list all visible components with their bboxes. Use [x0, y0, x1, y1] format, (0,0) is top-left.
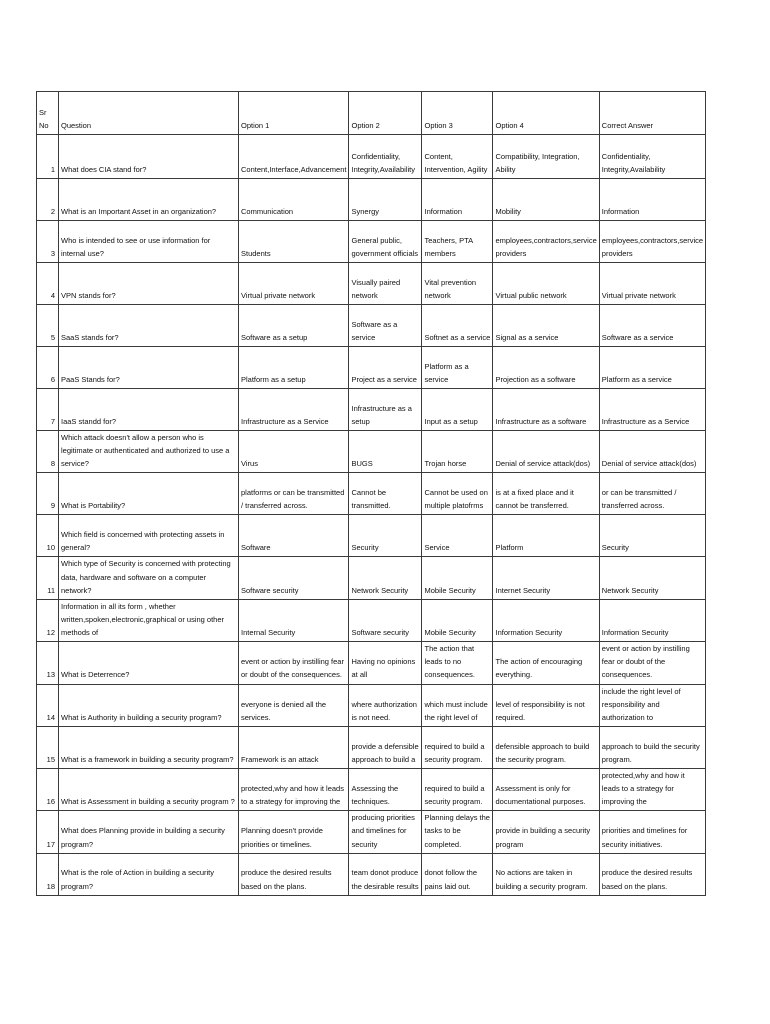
- cell-option-3: Softnet as a service: [422, 305, 493, 347]
- cell-option-2: Software security: [349, 599, 422, 641]
- cell-option-4: Mobility: [493, 179, 599, 221]
- cell-correct-answer: Platform as a service: [599, 347, 705, 389]
- cell-option-1: Virus: [239, 431, 349, 473]
- cell-option-1: protected,why and how it leads to a strategy for improving the: [239, 768, 349, 810]
- table-row: [37, 221, 706, 263]
- cell-correct-answer: Confidentiality, Integrity,Availability: [599, 135, 705, 179]
- table-row: [37, 599, 706, 641]
- cell-sr-no: 5: [37, 305, 59, 347]
- cell-option-2: Network Security: [349, 557, 422, 599]
- cell-option-2: Infrastructure as a setup: [349, 389, 422, 431]
- cell-option-4: employees,contractors,service providers: [493, 221, 599, 263]
- cell-correct-answer: priorities and timelines for security initiatives.: [599, 811, 705, 853]
- cell-option-2: Project as a service: [349, 347, 422, 389]
- cell-option-2: producing priorities and timelines for security: [349, 811, 422, 853]
- cell-sr-no: 1: [37, 135, 59, 179]
- cell-sr-no: 13: [37, 642, 59, 684]
- cell-option-2: Cannot be transmitted.: [349, 473, 422, 515]
- cell-option-1: Internal Security: [239, 599, 349, 641]
- cell-question: PaaS Stands for?: [59, 347, 239, 389]
- cell-correct-answer: protected,why and how it leads to a strategy for improving the: [599, 768, 705, 810]
- cell-correct-answer: Software as a service: [599, 305, 705, 347]
- table-row: [37, 431, 706, 473]
- cell-option-2: where authorization is not need.: [349, 684, 422, 726]
- cell-correct-answer: employees,contractors,service providers: [599, 221, 705, 263]
- cell-option-1: Software: [239, 515, 349, 557]
- cell-sr-no: 16: [37, 768, 59, 810]
- cell-option-2: Assessing the techniques.: [349, 768, 422, 810]
- cell-option-3: which must include the right level of: [422, 684, 493, 726]
- cell-option-4: provide in building a security program: [493, 811, 599, 853]
- cell-correct-answer: Security: [599, 515, 705, 557]
- table-row: [37, 684, 706, 726]
- cell-question: What is the role of Action in building a security program?: [59, 853, 239, 895]
- header-option-4: Option 4: [493, 92, 599, 135]
- cell-option-4: Projection as a software: [493, 347, 599, 389]
- cell-sr-no: 9: [37, 473, 59, 515]
- table-row: [37, 853, 706, 895]
- cell-option-1: platforms or can be transmitted / transferred across.: [239, 473, 349, 515]
- cell-question: VPN stands for?: [59, 263, 239, 305]
- cell-option-2: BUGS: [349, 431, 422, 473]
- cell-correct-answer: Denial of service attack(dos): [599, 431, 705, 473]
- cell-question: What is a framework in building a security program?: [59, 726, 239, 768]
- cell-option-3: Trojan horse: [422, 431, 493, 473]
- cell-option-4: is at a fixed place and it cannot be transferred.: [493, 473, 599, 515]
- cell-option-3: Mobile Security: [422, 599, 493, 641]
- header-option-1: Option 1: [239, 92, 349, 135]
- cell-option-2: Having no opinions at all: [349, 642, 422, 684]
- cell-option-3: The action that leads to no consequences.: [422, 642, 493, 684]
- cell-question: What is an Important Asset in an organization?: [59, 179, 239, 221]
- cell-sr-no: 15: [37, 726, 59, 768]
- header-question: Question: [59, 92, 239, 135]
- cell-correct-answer: Network Security: [599, 557, 705, 599]
- header-row: [37, 92, 706, 135]
- cell-option-2: Visually paired network: [349, 263, 422, 305]
- table-row: [37, 347, 706, 389]
- cell-option-1: produce the desired results based on the plans.: [239, 853, 349, 895]
- table-row: [37, 135, 706, 179]
- table-row: [37, 389, 706, 431]
- table-row: [37, 179, 706, 221]
- cell-option-3: donot follow the pains laid out.: [422, 853, 493, 895]
- cell-question: What is Authority in building a security program?: [59, 684, 239, 726]
- cell-option-4: No actions are taken in building a security program.: [493, 853, 599, 895]
- cell-correct-answer: Virtual private network: [599, 263, 705, 305]
- cell-correct-answer: approach to build the security program.: [599, 726, 705, 768]
- cell-option-1: Infrastructure as a Service: [239, 389, 349, 431]
- cell-question: Who is intended to see or use information for internal use?: [59, 221, 239, 263]
- cell-correct-answer: Infrastructure as a Service: [599, 389, 705, 431]
- cell-question: Which field is concerned with protecting assets in general?: [59, 515, 239, 557]
- cell-option-3: required to build a security program.: [422, 726, 493, 768]
- cell-option-2: Synergy: [349, 179, 422, 221]
- cell-question: SaaS stands for?: [59, 305, 239, 347]
- cell-option-4: Virtual public network: [493, 263, 599, 305]
- cell-option-3: Platform as a service: [422, 347, 493, 389]
- cell-option-2: Security: [349, 515, 422, 557]
- cell-question: Information in all its form , whether written,spoken,electronic,graphical or using other methods of: [59, 599, 239, 641]
- cell-correct-answer: include the right level of responsibility and authorization to: [599, 684, 705, 726]
- cell-option-4: Compatibility, Integration, Ability: [493, 135, 599, 179]
- cell-option-4: The action of encouraging everything.: [493, 642, 599, 684]
- table-row: [37, 768, 706, 810]
- table-row: [37, 305, 706, 347]
- cell-sr-no: 11: [37, 557, 59, 599]
- cell-option-1: Planning doesn't provide priorities or timelines.: [239, 811, 349, 853]
- cell-option-1: event or action by instilling fear or doubt of the consequences.: [239, 642, 349, 684]
- cell-correct-answer: Information: [599, 179, 705, 221]
- cell-sr-no: 10: [37, 515, 59, 557]
- cell-option-3: Planning delays the tasks to be completed.: [422, 811, 493, 853]
- header-option-2: Option 2: [349, 92, 422, 135]
- cell-option-4: Denial of service attack(dos): [493, 431, 599, 473]
- cell-correct-answer: produce the desired results based on the plans.: [599, 853, 705, 895]
- cell-option-1: Virtual private network: [239, 263, 349, 305]
- cell-sr-no: 2: [37, 179, 59, 221]
- quiz-table: [36, 91, 706, 896]
- cell-question: Which type of Security is concerned with protecting data, hardware and software on a computer network?: [59, 557, 239, 599]
- cell-option-3: Mobile Security: [422, 557, 493, 599]
- cell-option-3: Information: [422, 179, 493, 221]
- cell-option-3: Service: [422, 515, 493, 557]
- cell-option-4: defensible approach to build the security program.: [493, 726, 599, 768]
- cell-option-3: Teachers, PTA members: [422, 221, 493, 263]
- cell-option-3: Content, Intervention, Agility: [422, 135, 493, 179]
- cell-question: IaaS standd for?: [59, 389, 239, 431]
- cell-option-1: Software as a setup: [239, 305, 349, 347]
- cell-option-4: Assessment is only for documentational purposes.: [493, 768, 599, 810]
- table-row: [37, 557, 706, 599]
- cell-sr-no: 3: [37, 221, 59, 263]
- cell-option-2: team donot produce the desirable results: [349, 853, 422, 895]
- cell-question: Which attack doesn't allow a person who is legitimate or authenticated and authorized to use a service?: [59, 431, 239, 473]
- cell-option-1: Framework is an attack: [239, 726, 349, 768]
- table-row: [37, 726, 706, 768]
- table-row: [37, 811, 706, 853]
- cell-question: What does Planning provide in building a security program?: [59, 811, 239, 853]
- header-sr-no: Sr No: [37, 92, 59, 135]
- cell-option-1: Platform as a setup: [239, 347, 349, 389]
- table-row: [37, 263, 706, 305]
- cell-sr-no: 12: [37, 599, 59, 641]
- cell-correct-answer: event or action by instilling fear or doubt of the consequences.: [599, 642, 705, 684]
- cell-sr-no: 18: [37, 853, 59, 895]
- cell-question: What is Portability?: [59, 473, 239, 515]
- cell-sr-no: 6: [37, 347, 59, 389]
- cell-option-2: Confidentiality, Integrity,Availability: [349, 135, 422, 179]
- header-option-3: Option 3: [422, 92, 493, 135]
- cell-option-2: Software as a service: [349, 305, 422, 347]
- cell-sr-no: 4: [37, 263, 59, 305]
- cell-option-2: General public, government officials: [349, 221, 422, 263]
- cell-option-4: Platform: [493, 515, 599, 557]
- cell-question: What is Assessment in building a security program ?: [59, 768, 239, 810]
- cell-option-4: level of responsibility is not required.: [493, 684, 599, 726]
- cell-question: What does CIA stand for?: [59, 135, 239, 179]
- cell-option-4: Information Security: [493, 599, 599, 641]
- cell-option-4: Infrastructure as a software: [493, 389, 599, 431]
- cell-sr-no: 7: [37, 389, 59, 431]
- cell-option-4: Signal as a service: [493, 305, 599, 347]
- table-row: [37, 642, 706, 684]
- cell-option-1: everyone is denied all the services.: [239, 684, 349, 726]
- cell-correct-answer: Information Security: [599, 599, 705, 641]
- cell-option-1: Communication: [239, 179, 349, 221]
- table-row: [37, 515, 706, 557]
- cell-correct-answer: or can be transmitted / transferred across.: [599, 473, 705, 515]
- cell-sr-no: 14: [37, 684, 59, 726]
- cell-option-2: provide a defensible approach to build a: [349, 726, 422, 768]
- cell-option-1: Content,Interface,Advancement: [239, 135, 349, 179]
- table-row: [37, 473, 706, 515]
- cell-option-3: Vital prevention network: [422, 263, 493, 305]
- cell-sr-no: 8: [37, 431, 59, 473]
- header-correct-answer: Correct Answer: [599, 92, 705, 135]
- cell-option-3: Cannot be used on multiple platofrms: [422, 473, 493, 515]
- cell-option-1: Students: [239, 221, 349, 263]
- cell-question: What is Deterrence?: [59, 642, 239, 684]
- cell-option-1: Software security: [239, 557, 349, 599]
- cell-option-3: required to build a security program.: [422, 768, 493, 810]
- cell-sr-no: 17: [37, 811, 59, 853]
- cell-option-3: Input as a setup: [422, 389, 493, 431]
- cell-option-4: Internet Security: [493, 557, 599, 599]
